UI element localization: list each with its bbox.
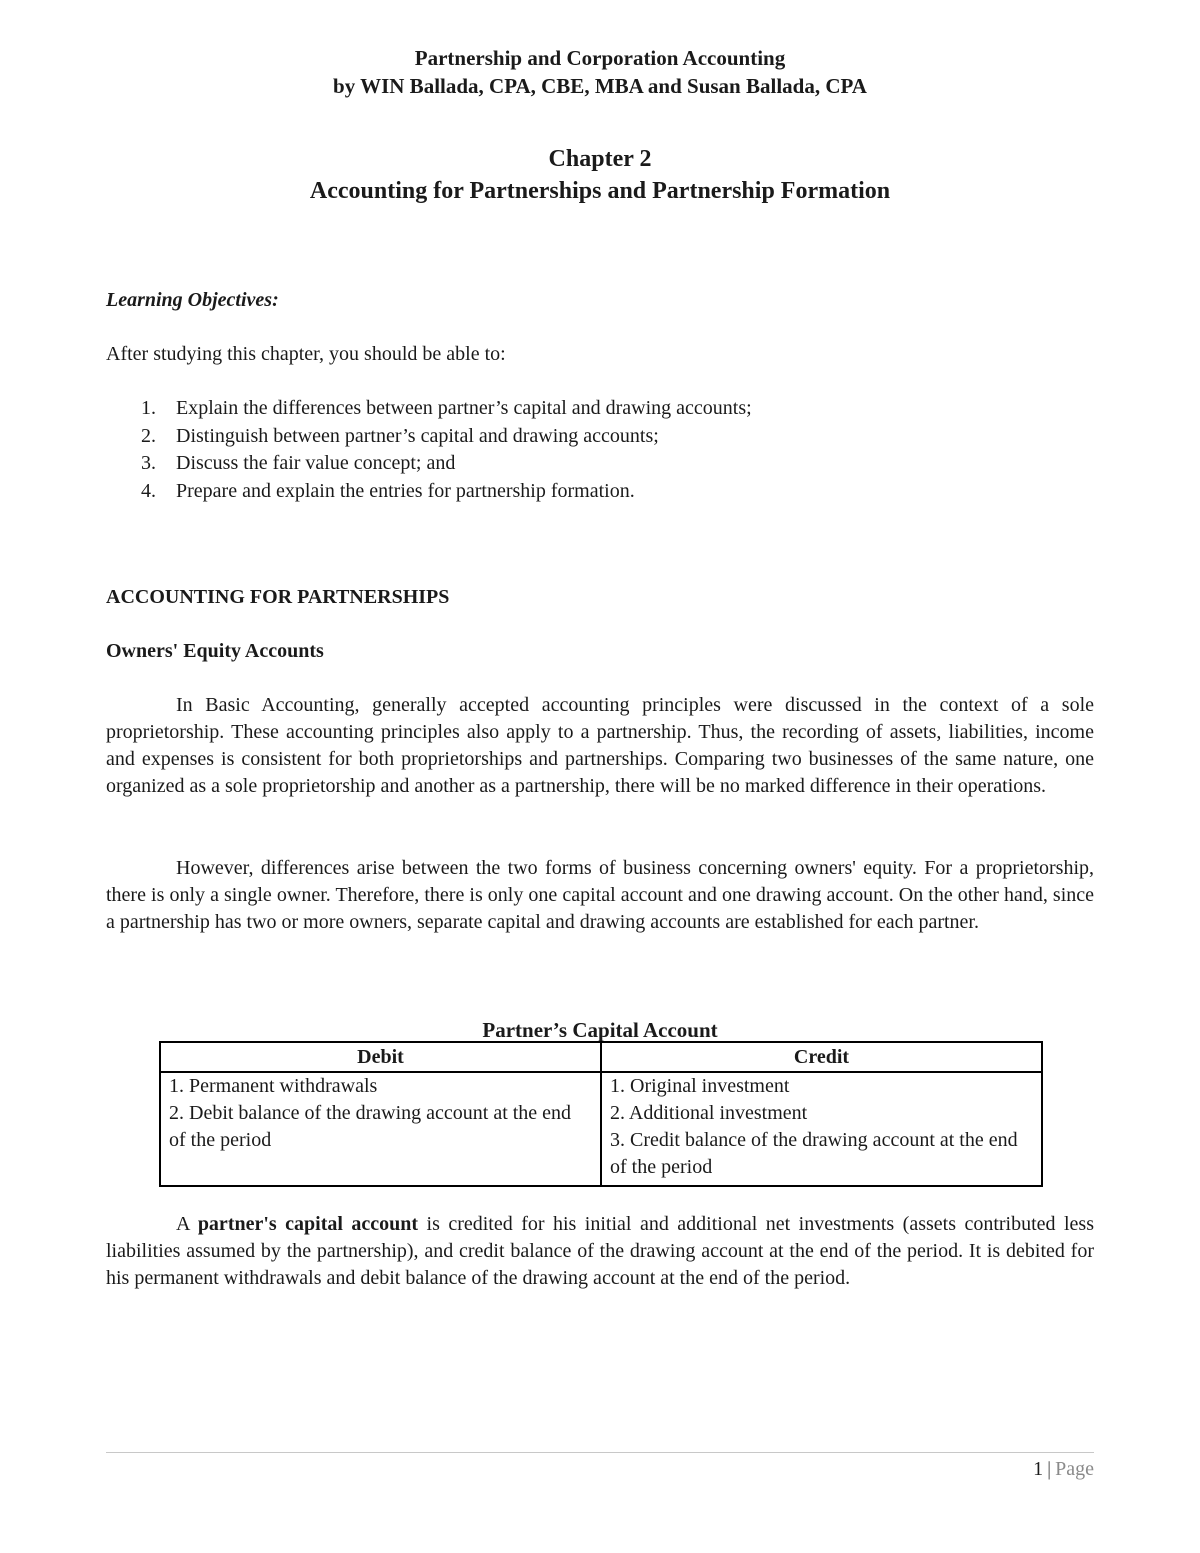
- capital-account-table: [159, 1041, 1043, 1187]
- objective-text: Explain the differences between partner’s capital and drawing accounts;: [176, 397, 752, 419]
- objective-text: Discuss the fair value concept; and: [176, 452, 456, 474]
- paragraph-3: [106, 1211, 1094, 1292]
- page-label: Page: [1055, 1458, 1094, 1480]
- objective-item: [106, 395, 1094, 423]
- paragraph-1-text: In Basic Accounting, generally accepted accounting principles were discussed in the context of a sole proprietorship. These accounting principles also apply to a partnership. Thus, the recording of assets, liabilities, income and expenses is consistent for both proprietorships and partnerships. Comparing two businesses of the same nature, one organized as a sole proprietorship and another as a partnership, there will be no marked difference in their operations.: [106, 694, 1094, 797]
- objective-number: 3.: [141, 452, 156, 474]
- objective-number: 4.: [141, 479, 156, 502]
- subsection-heading: Owners' Equity Accounts: [106, 640, 324, 662]
- objectives-intro: After studying this chapter, you should be able to:: [106, 343, 506, 365]
- paragraph-3-text: is credited for his initial and additional net investments (assets contributed less liabilities assumed by the partnership), and credit balance of the drawing account at the end of the period. It is debited for his permanent withdrawals and debit balance of the drawing account at the end of the period.: [106, 1213, 1094, 1289]
- objective-text: Distinguish between partner’s capital and drawing accounts;: [176, 424, 659, 447]
- footer-separator: |: [1047, 1458, 1052, 1480]
- chapter-title: Accounting for Partnerships and Partnership Formation: [309, 178, 891, 204]
- objective-item: [106, 423, 1094, 451]
- debit-cell: [160, 1072, 601, 1186]
- paragraph-1: [106, 692, 1094, 800]
- document-page: [106, 0, 1094, 1553]
- paragraph-3-term: partner's capital account: [197, 1213, 419, 1235]
- book-authors: by WIN Ballada, CPA, CBE, MBA and Susan Ballada, CPA: [333, 74, 867, 98]
- section-heading: ACCOUNTING FOR PARTNERSHIPS: [106, 586, 450, 608]
- table-header-debit: Debit: [160, 1042, 601, 1072]
- footer-divider: [106, 1452, 1094, 1453]
- page-number: 1: [1033, 1458, 1044, 1480]
- objective-item: [106, 450, 1094, 478]
- credit-cell: [601, 1072, 1042, 1186]
- objective-number: 2.: [141, 424, 156, 447]
- page-footer: [1033, 1458, 1094, 1481]
- debit-item: 2. Debit balance of the drawing account at the end of the period: [169, 1102, 572, 1151]
- book-title: Partnership and Corporation Accounting: [414, 46, 786, 70]
- table-title: Partner’s Capital Account: [482, 1018, 718, 1042]
- table-header-credit: Credit: [601, 1042, 1042, 1072]
- objective-number: 1.: [141, 397, 156, 419]
- objective-item: [106, 478, 1094, 506]
- paragraph-3-lead: A: [176, 1213, 198, 1235]
- learning-objectives-heading: Learning Objectives:: [106, 289, 279, 311]
- credit-item: 3. Credit balance of the drawing account at the end of the period: [610, 1129, 1018, 1178]
- objective-text: Prepare and explain the entries for partnership formation.: [176, 479, 635, 502]
- credit-item: 2. Additional investment: [610, 1102, 808, 1124]
- chapter-number: Chapter 2: [548, 146, 652, 172]
- debit-item: 1. Permanent withdrawals: [169, 1075, 378, 1097]
- credit-item: 1. Original investment: [610, 1075, 790, 1097]
- paragraph-2-text: However, differences arise between the two forms of business concerning owners' equity. For a proprietorship, there is only a single owner. Therefore, there is only one capital account and one drawing account. On the other hand, since a partnership has two or more owners, separate capital and drawing accounts are established for each partner.: [106, 857, 1094, 933]
- paragraph-2: [106, 855, 1094, 936]
- objectives-list: [106, 395, 1094, 505]
